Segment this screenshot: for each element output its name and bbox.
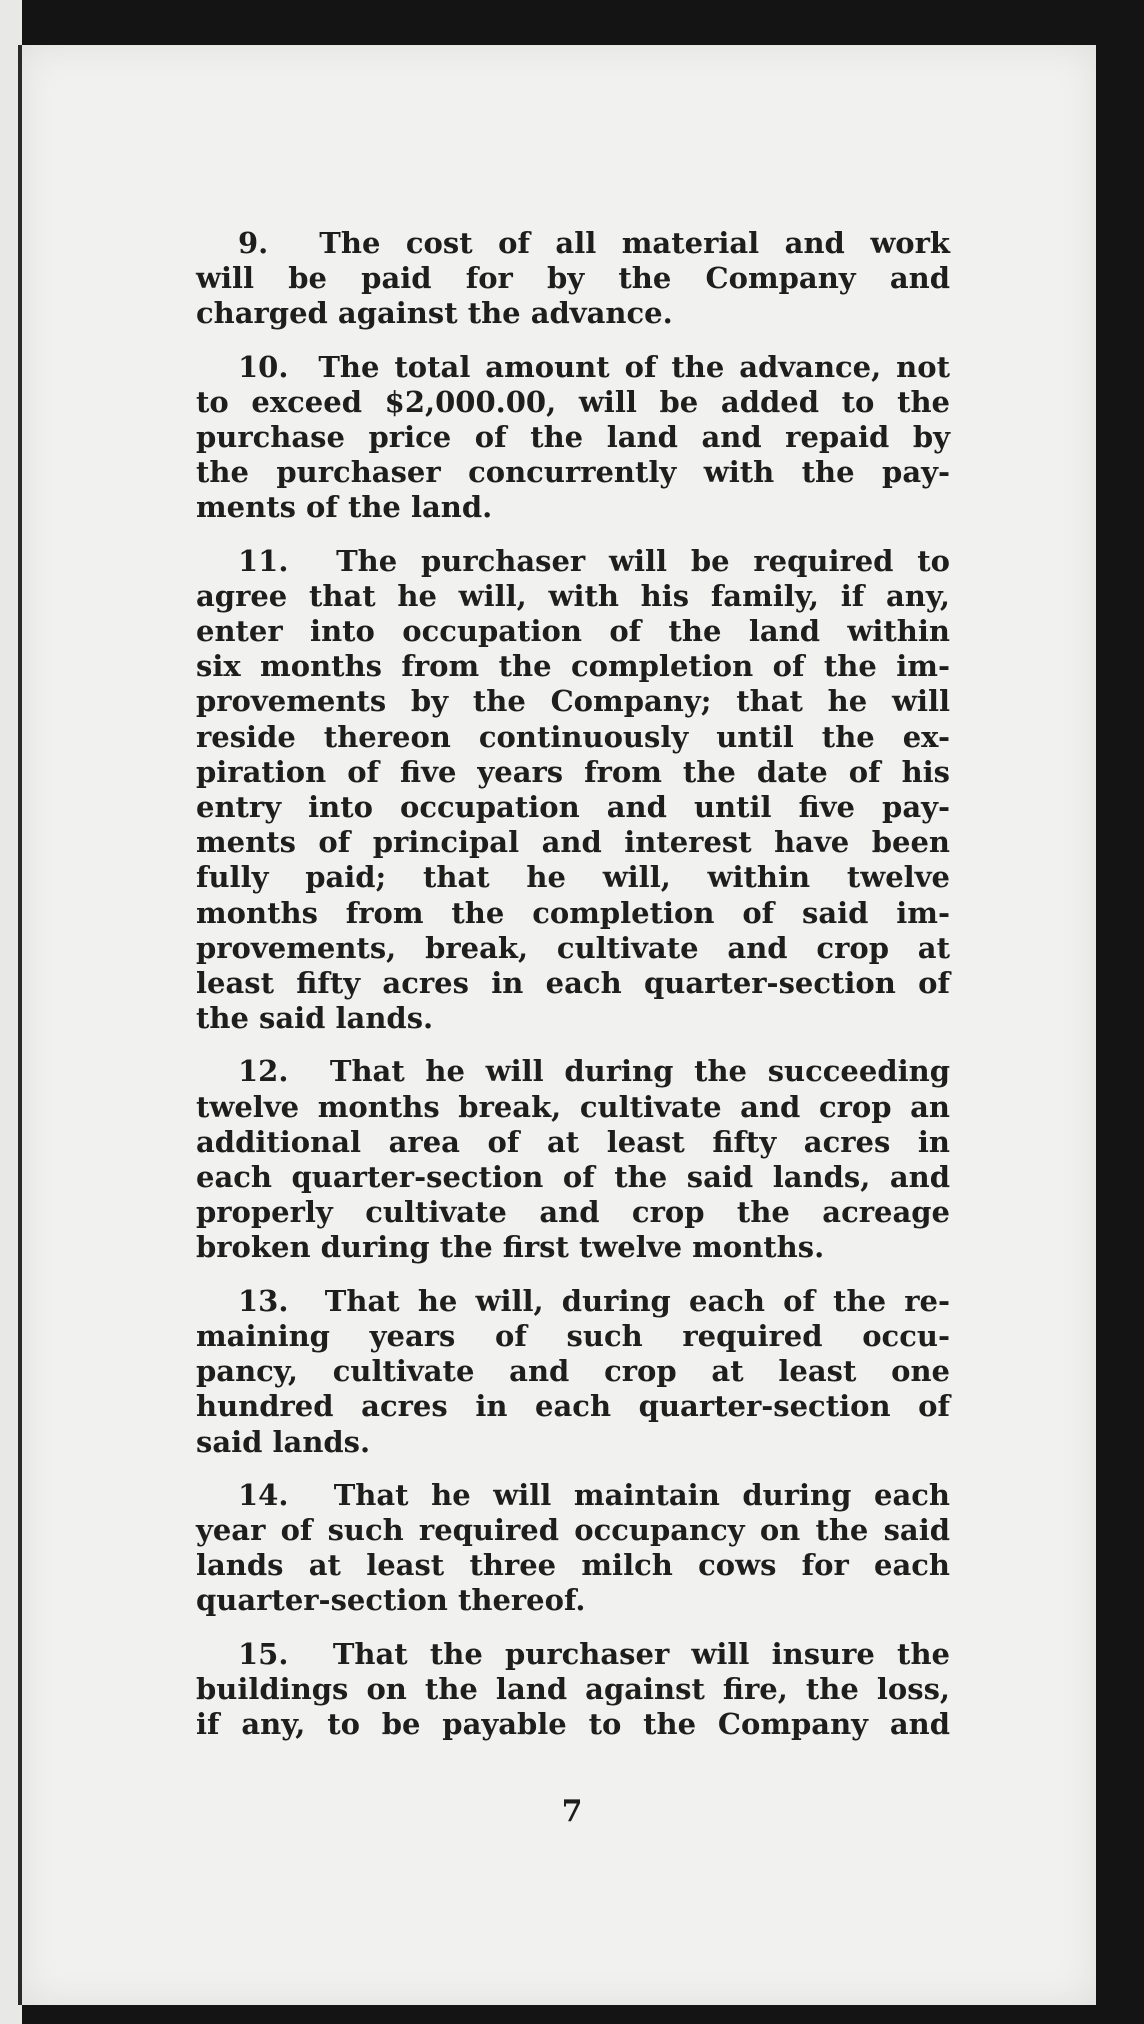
paragraph-15 xyxy=(196,1637,950,1743)
paragraph-line: charged against the advance. xyxy=(196,296,673,331)
paragraph-number: 15. xyxy=(238,1636,289,1671)
paragraph-line: to exceed $2,000.00, will be added to the xyxy=(196,384,950,419)
paragraph-text: That he will, during each of the re- xyxy=(324,1283,950,1318)
paragraph-number: 13. xyxy=(238,1283,289,1318)
paragraph-line: agree that he will, with his family, if any, xyxy=(196,578,950,613)
paragraph-line xyxy=(196,226,950,261)
paragraph-line: purchase price of the land and repaid by xyxy=(196,420,950,455)
paragraph-line: hundred acres in each quarter-section of xyxy=(196,1389,950,1424)
paragraph-line: pancy, cultivate and crop at least one xyxy=(196,1354,950,1389)
paragraph-line: year of such required occupancy on the said xyxy=(196,1512,950,1547)
paragraph-9 xyxy=(196,226,950,332)
paragraph-line: months from the completion of said im- xyxy=(196,895,950,930)
paragraph-line: will be paid for by the Company and xyxy=(196,261,950,296)
paragraph-line: the said lands. xyxy=(196,1001,434,1036)
paragraph-number: 10. xyxy=(238,349,289,384)
paragraph-line: additional area of at least fifty acres in xyxy=(196,1124,950,1159)
paragraph-line: properly cultivate and crop the acreage xyxy=(196,1195,950,1230)
paragraph-line: maining years of such required occu- xyxy=(196,1318,950,1353)
paragraph-10 xyxy=(196,350,950,526)
paragraph-line: buildings on the land against fire, the loss, xyxy=(196,1671,950,1706)
document-body xyxy=(196,226,950,1760)
paragraph-number: 11. xyxy=(238,543,289,578)
paragraph-number: 9. xyxy=(238,226,269,260)
paragraph-text: The total amount of the advance, not xyxy=(318,349,950,384)
paragraph-line: reside thereon continuously until the ex- xyxy=(196,719,950,754)
paragraph-line xyxy=(196,1637,950,1672)
paragraph-line xyxy=(196,350,950,385)
paragraph-line: said lands. xyxy=(196,1424,371,1459)
paragraph-line xyxy=(196,1284,950,1319)
paragraph-number: 12. xyxy=(238,1054,289,1089)
paragraph-line: each quarter-section of the said lands, and xyxy=(196,1160,950,1195)
paragraph-line: twelve months break, cultivate and crop an xyxy=(196,1089,950,1124)
paragraph-line: piration of five years from the date of his xyxy=(196,754,950,789)
paragraph-line: if any, to be payable to the Company and xyxy=(196,1706,950,1741)
paragraph-line: lands at least three milch cows for each xyxy=(196,1548,950,1583)
paragraph-line: entry into occupation and until five pay- xyxy=(196,790,950,825)
paragraph-11 xyxy=(196,544,950,1037)
page-number: 7 xyxy=(561,1794,583,1829)
paragraph-line: broken during the first twelve months. xyxy=(196,1230,825,1265)
paragraph-13 xyxy=(196,1284,950,1460)
paragraph-12 xyxy=(196,1054,950,1265)
paragraph-line xyxy=(196,1054,950,1089)
paragraph-line: ments of the land. xyxy=(196,490,493,525)
paragraph-14 xyxy=(196,1478,950,1619)
paragraph-line: provements, break, cultivate and crop at xyxy=(196,930,950,965)
paragraph-text: That the purchaser will insure the xyxy=(332,1636,950,1671)
paragraph-line xyxy=(196,1478,950,1513)
paragraph-line: provements by the Company; that he will xyxy=(196,684,950,719)
paragraph-number: 14. xyxy=(238,1477,289,1512)
paragraph-text: The purchaser will be required to xyxy=(336,543,950,578)
paragraph-line: ments of principal and interest have been xyxy=(196,825,950,860)
paragraph-text: The cost of all material and work xyxy=(319,226,950,260)
paragraph-line: quarter-section thereof. xyxy=(196,1583,586,1618)
paragraph-line xyxy=(196,544,950,579)
paragraph-line: enter into occupation of the land within xyxy=(196,614,950,649)
paragraph-line: the purchaser concurrently with the pay- xyxy=(196,455,950,490)
paragraph-line: six months from the completion of the im- xyxy=(196,649,950,684)
paragraph-text: That he will during the succeeding xyxy=(329,1054,950,1089)
paragraph-line: least fifty acres in each quarter-section of xyxy=(196,966,950,1001)
paragraph-text: That he will maintain during each xyxy=(333,1477,951,1512)
paragraph-line: fully paid; that he will, within twelve xyxy=(196,860,950,895)
